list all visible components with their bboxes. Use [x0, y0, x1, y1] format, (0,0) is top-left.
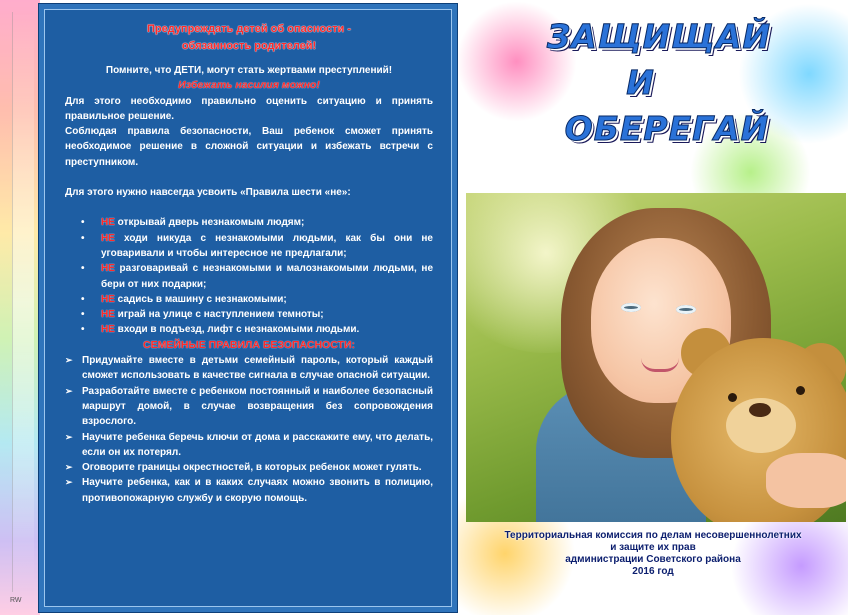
rules-intro: Для этого нужно навсегда усвоить «Правила шести «не»:	[65, 187, 351, 199]
rule-ne: НЕ	[101, 263, 115, 275]
panel-content	[65, 21, 433, 506]
rule-item	[73, 231, 433, 262]
rule-item	[73, 307, 433, 322]
caption-line-1: Территориальная комиссия по делам несовершеннолетних	[504, 530, 802, 541]
caption-line-3: администрации Советского района	[565, 554, 741, 565]
tip-item: ➢ Оговорите границы окрестностей, в которых ребенок может гулять.	[65, 460, 433, 475]
rule-text: разговаривай с незнакомыми и малознакомыми людьми, не бери от них подарки;	[101, 263, 433, 290]
six-ne-rules-list	[73, 215, 433, 337]
rule-ne: НЕ	[101, 232, 115, 244]
rule-item	[73, 261, 433, 292]
publisher-caption	[458, 530, 848, 578]
prevent-text: Избежать насилия можно!	[178, 79, 320, 92]
cover-title-line-2: И	[626, 63, 655, 102]
tip-item: ➢ Научите ребенка беречь ключи от дома и расскажите ему, что делать, если он их потерял.	[65, 430, 433, 461]
warning-text: Помните, что ДЕТИ, могут стать жертвами преступлений!	[105, 65, 393, 76]
rule-ne: НЕ	[101, 217, 115, 229]
tip-item: ➢ Научите ребенка, как и в каких случаях можно звонить в полицию, противопожарную службу и скорую помощь.	[65, 475, 433, 506]
family-rules-list	[65, 353, 433, 506]
safety-info-panel	[38, 3, 458, 613]
panel-title-line-1: Предупреждать детей об опасности -	[146, 23, 352, 35]
rule-text: ходи никуда с незнакомыми людьми, как бы они не уговаривали и чтобы интересное не предлагали;	[101, 232, 433, 259]
rule-item	[73, 292, 433, 307]
tip-item: ➢ Разработайте вместе с ребенком постоянный и наиболее безопасный маршрут домой, в случае возвращения без сопровождения взрослого.	[65, 384, 433, 430]
paragraph-2: Соблюдая правила безопасности, Ваш ребенок сможет принять необходимое решение в сложной ситуации и избежать встречи с преступником.	[65, 126, 433, 168]
panel-title-line-2: обязанность родителей!	[181, 40, 317, 52]
rule-text: открывай дверь незнакомым людям;	[114, 217, 305, 229]
caption-year: 2016 год	[632, 566, 674, 577]
rule-item	[73, 215, 433, 230]
rule-text: играй на улице с наступлением темноты;	[114, 309, 324, 321]
caption-line-2: и защите их прав	[610, 542, 696, 553]
rule-text: садись в машину с незнакомыми;	[114, 293, 287, 305]
paragraph-1: Для этого необходимо правильно оценить ситуацию и принять правильное решение.	[65, 95, 433, 122]
family-rules-title: СЕМЕЙНЫЕ ПРАВИЛА БЕЗОПАСНОСТИ:	[142, 338, 355, 351]
cover-title-line-3: ОБЕРЕГАЙ	[564, 109, 770, 148]
corner-mark: RW	[10, 597, 22, 604]
strip-fold-line	[12, 12, 34, 592]
left-decorative-strip	[0, 0, 40, 615]
rule-ne: НЕ	[101, 309, 115, 321]
cover-title	[458, 14, 848, 152]
girl-with-teddy-bear-photo	[466, 193, 846, 522]
rule-ne: НЕ	[101, 293, 115, 305]
cover-page	[458, 0, 848, 615]
cover-title-line-1: ЗАЩИЩАЙ	[546, 17, 772, 56]
tip-item: ➢ Придумайте вместе в детьми семейный пароль, который каждый сможет использовать в качестве сигнала в случае опасной ситуации.	[65, 353, 433, 384]
rule-item	[73, 322, 433, 337]
rule-ne: НЕ	[101, 324, 115, 336]
rule-text: входи в подъезд, лифт с незнакомыми людьми.	[114, 324, 360, 336]
